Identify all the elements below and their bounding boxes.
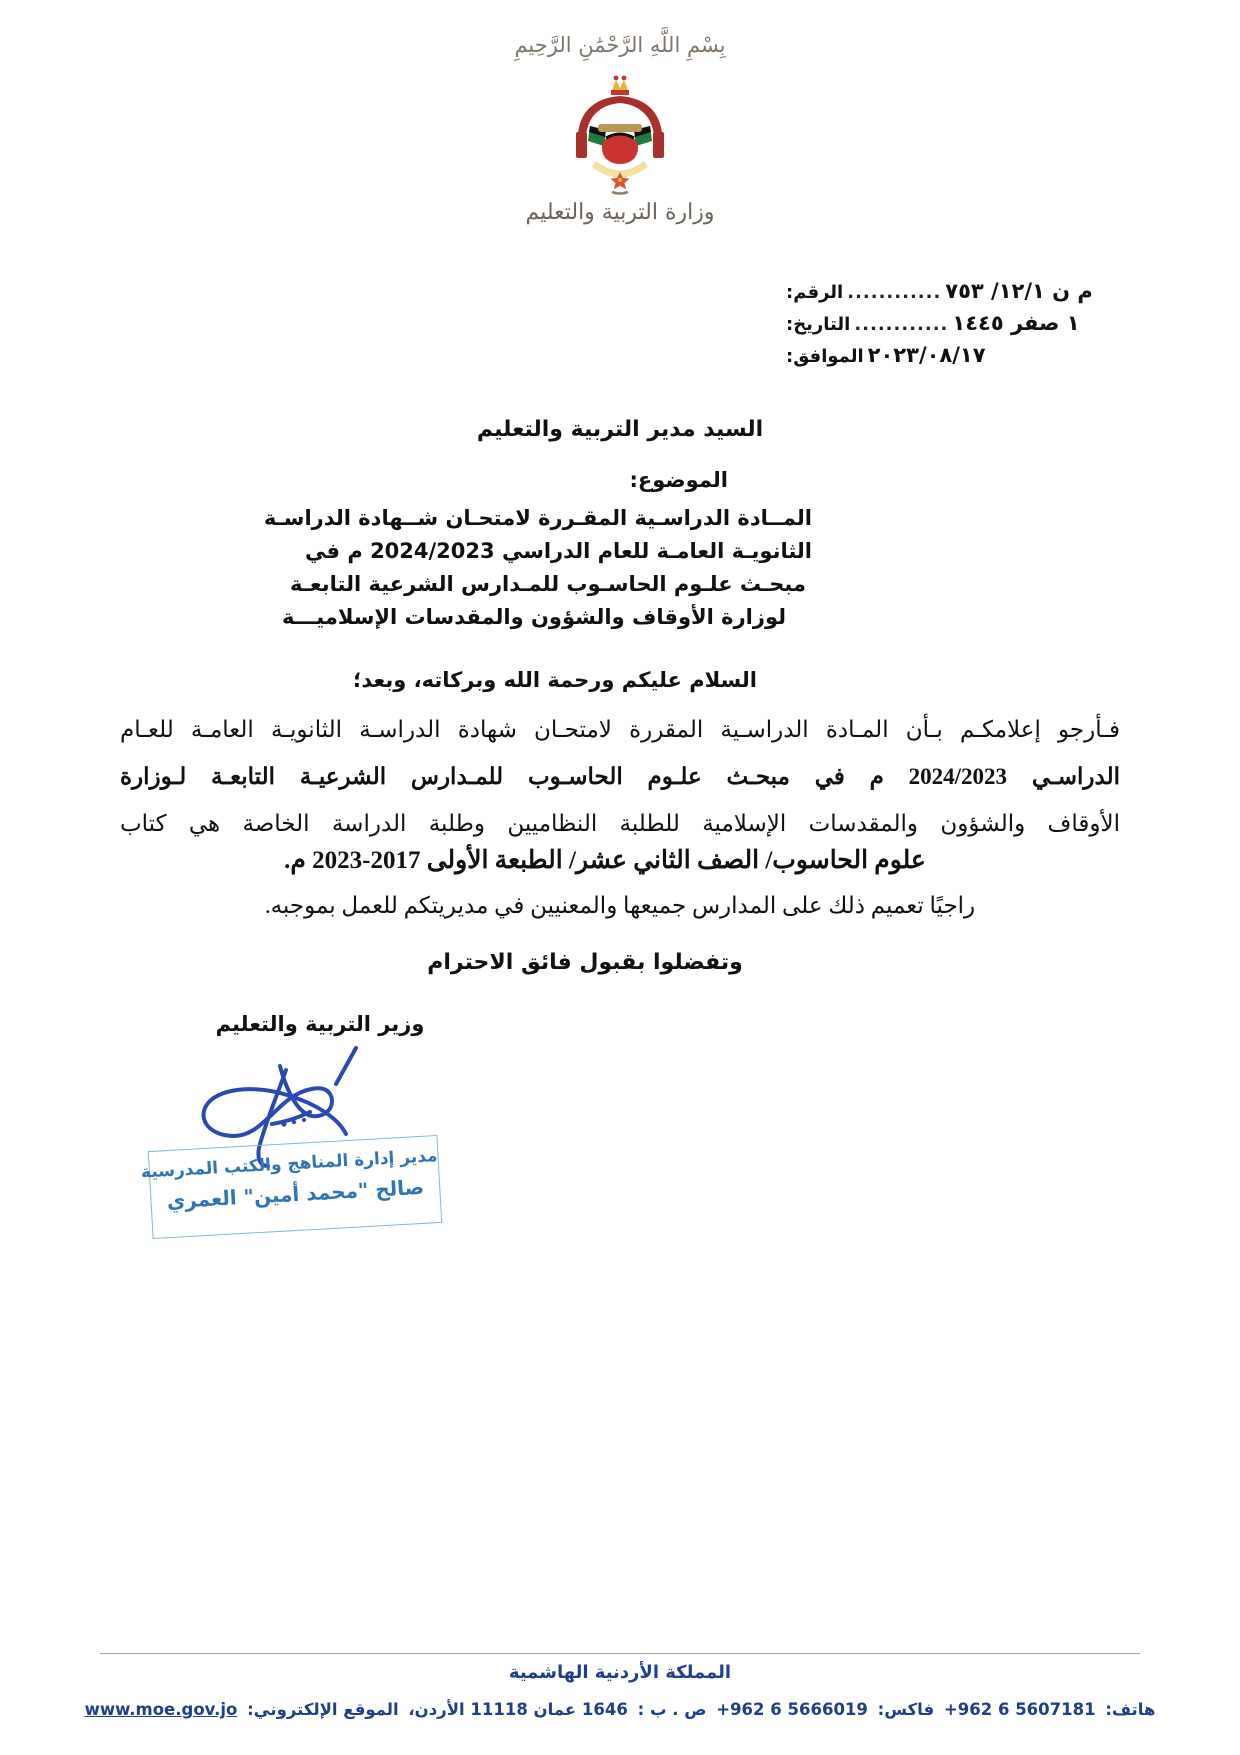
- respect-line: وتفضلوا بقبول فائق الاحترام: [427, 950, 743, 975]
- body-text: [120, 706, 1120, 847]
- ministry-name: وزارة التربية والتعليم: [525, 200, 715, 225]
- letterhead: [0, 28, 1240, 225]
- addressee-line: السيد مدير التربية والتعليم: [476, 417, 764, 442]
- footer-phone-value: 5607181 6 962+: [943, 1700, 1096, 1719]
- footer-phone-label: هاتف:: [1105, 1700, 1156, 1719]
- salutation-line: السلام عليكم ورحمة الله وبركاته، وبعد؛: [352, 668, 757, 692]
- body-line-2: الدراسـي 2024/2023 م في مبحـث علـوم الحاسـوب للمـدارس الشرعيـة التابعـة لـوزارة: [120, 764, 1120, 789]
- reference-gregorian-value: ٢٠٢٣/٠٨/١٧: [867, 343, 986, 367]
- footer-fax-value: 5666019 6 962+: [716, 1700, 868, 1719]
- body-line-3: الأوقاف والشؤون والمقدسات الإسلامية للطلبة النظاميين وطلبة الدراسة الخاصة هي كتاب: [120, 811, 1120, 836]
- body-line-1: فـأرجو إعلامكـم بـأن المـادة الدراسـية المقررة لامتحـان شهادة الدراسـة الثانويـة العامـة للعـام: [120, 717, 1120, 742]
- subject-line-3: مبحـث علـوم الحاسـوب للمـدارس الشرعية التابعـة: [290, 572, 806, 596]
- subject-block: [212, 468, 812, 634]
- footer-website-link[interactable]: www.moe.gov.jo: [84, 1700, 238, 1719]
- footer-website-label: الموقع الإلكتروني:: [247, 1700, 399, 1719]
- reference-number-label: الرقم:: [786, 282, 844, 303]
- reference-number-dots: ............: [847, 282, 942, 303]
- reference-gregorian-row: [786, 340, 1206, 372]
- book-title-line: علوم الحاسوب/ الصف الثاني عشر/ الطبعة الأولى 2017-2023 م.: [284, 847, 926, 874]
- reference-block: [786, 276, 1206, 372]
- footer-kingdom-text: المملكة الأردنية الهاشمية: [508, 1662, 732, 1683]
- subject-label: الموضوع:: [629, 468, 728, 492]
- request-line: راجيًا تعميم ذلك على المدارس جميعها والمعنيين في مديريتكم للعمل بموجبه.: [264, 893, 976, 918]
- footer-divider: [100, 1653, 1140, 1654]
- reference-date-label: التاريخ:: [786, 314, 851, 335]
- reference-date-dots: ............: [854, 314, 949, 335]
- subject-line-4: لوزارة الأوقاف والشؤون والمقدسات الإسلاميـــة: [281, 605, 786, 629]
- stamp-name-text: صالح "محمد أمين" العمري: [166, 1174, 425, 1214]
- subject-line-1: المــادة الدراسـية المقـررة لامتحـان شــهادة الدراسـة: [263, 506, 812, 530]
- reference-date-row: [786, 308, 1206, 340]
- footer-contact-line: [0, 1700, 1240, 1719]
- jordan-coat-of-arms-icon: [554, 64, 686, 196]
- reference-date-value: ١ صفر ١٤٤٥: [952, 311, 1080, 335]
- signature-block: [190, 1012, 450, 1036]
- reference-number-value: م ن ١٢/١/ ٧٥٣: [945, 279, 1093, 303]
- subject-lines: [212, 502, 812, 634]
- footer-pobox-value: 1646 عمان 11118 الأردن،: [408, 1700, 628, 1719]
- footer-pobox-label: ص . ب :: [637, 1700, 707, 1719]
- basmala-text: بِسْمِ اللَّهِ الرَّحْمَٰنِ الرَّحِيمِ: [514, 33, 726, 57]
- stamp-role-text: مدير إدارة المناهج والكتب المدرسية: [140, 1146, 439, 1183]
- footer-fax-label: فاكس:: [877, 1700, 935, 1719]
- approval-stamp: [140, 1135, 442, 1239]
- subject-line-2: الثانويـة العامـة للعام الدراسي 2024/2023 م في: [305, 539, 812, 563]
- signer-title: وزير التربية والتعليم: [215, 1012, 425, 1036]
- reference-gregorian-label: الموافق:: [786, 346, 864, 367]
- reference-number-row: [786, 276, 1206, 308]
